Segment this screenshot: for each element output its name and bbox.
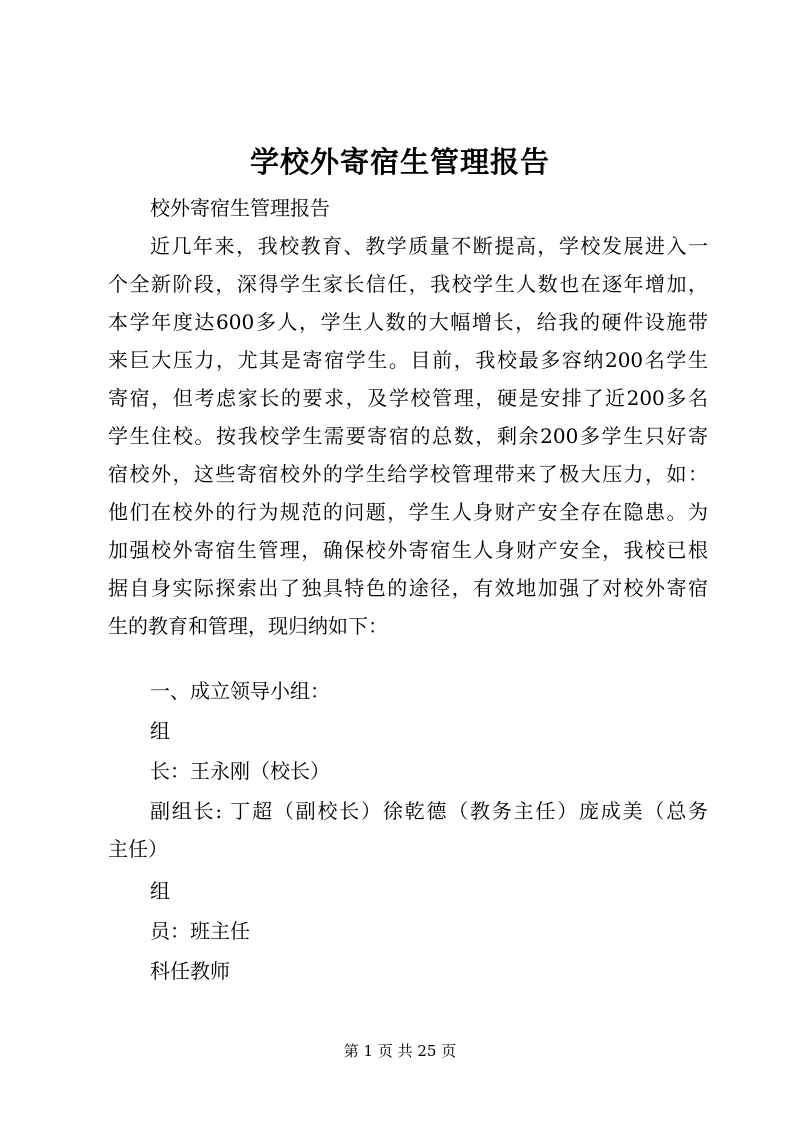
paragraph-line-1: 近几年来，我校教育、教学质量不断提高，学校发展进入一 <box>150 234 708 258</box>
page-number-footer: 第 1 页 共 25 页 <box>343 1042 457 1060</box>
paragraph-line-8: 他们在校外的行为规范的问题，学生人身财产安全存在隐患。为 <box>108 500 708 524</box>
group-leader-label-a: 组 <box>150 719 170 743</box>
paragraph-line-11: 生的教育和管理，现归纳如下： <box>108 614 388 638</box>
paragraph-line-9: 加强校外寄宿生管理，确保校外寄宿生人身财产安全，我校已根 <box>108 538 708 562</box>
paragraph-line-3: 本学年度达600多人，学生人数的大幅增长，给我的硬件设施带 <box>108 310 708 334</box>
member-label-c: 科任教师 <box>150 959 230 983</box>
member-label-a: 组 <box>150 879 170 903</box>
group-leader-label-b: 长：王永刚（校长） <box>150 759 330 783</box>
paragraph-line-10: 据自身实际探索出了独具特色的途径，有效地加强了对校外寄宿 <box>108 576 708 600</box>
paragraph-line-5: 寄宿，但考虑家长的要求，及学校管理，硬是安排了近200多名 <box>108 386 708 410</box>
paragraph-line-2: 个全新阶段，深得学生家长信任，我校学生人数也在逐年增加， <box>108 272 708 296</box>
member-label-b: 员：班主任 <box>150 919 250 943</box>
deputy-leader-line-1: 副组长: 丁超（副校长）徐乾德（教务主任）庞成美（总务 <box>150 799 708 823</box>
deputy-leader-line-2: 主任） <box>108 837 168 861</box>
section-heading: 一、成立领导小组： <box>150 679 330 703</box>
document-title: 学校外寄宿生管理报告 <box>249 145 550 179</box>
paragraph-line-7: 宿校外，这些寄宿校外的学生给学校管理带来了极大压力，如： <box>108 462 708 486</box>
paragraph-line-6: 学生住校。按我校学生需要寄宿的总数，剩余200多学生只好寄 <box>108 424 708 448</box>
paragraph-line-4: 来巨大压力，尤其是寄宿学生。目前，我校最多容纳200名学生 <box>108 348 708 372</box>
document-subtitle: 校外寄宿生管理报告 <box>150 196 330 220</box>
